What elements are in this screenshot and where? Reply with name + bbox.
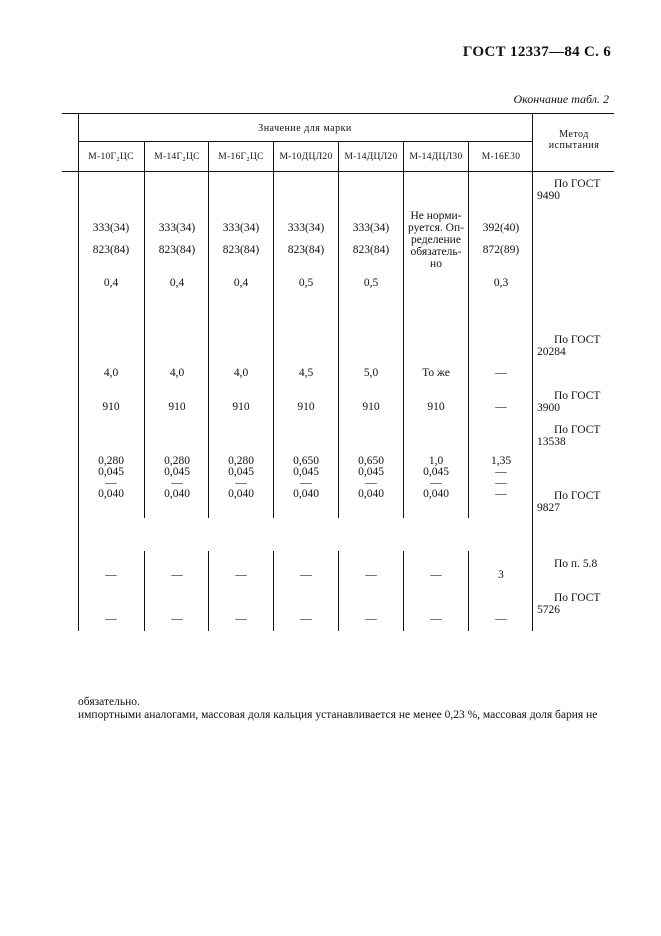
table-cell: 0,650 — [358, 455, 384, 467]
table-cell: — — [495, 401, 507, 413]
group-header-rule — [78, 141, 532, 142]
table-cell: 872(89) — [482, 244, 520, 256]
table-cell: 333(34) — [158, 222, 196, 234]
method-header: Метод испытания — [548, 129, 600, 151]
table-cell: — — [495, 613, 507, 625]
table-cell: 5,0 — [363, 367, 379, 379]
table-cell: — — [300, 613, 312, 625]
table-cell: 0,045 — [98, 466, 124, 478]
footnote-line: обязательно. — [78, 696, 140, 708]
table-cell: 910 — [427, 401, 445, 413]
table-cell: 0,4 — [169, 277, 185, 289]
table-cell: 0,040 — [98, 488, 124, 500]
table-cell: — — [235, 613, 247, 625]
table-cell: 0,4 — [103, 277, 119, 289]
table-cell: 910 — [168, 401, 186, 413]
table-cell: 392(40) — [482, 222, 520, 234]
table-cell: 0,280 — [228, 455, 254, 467]
table-cell: 910 — [102, 401, 120, 413]
table-cell: — — [300, 477, 312, 489]
method-cell: По ГОСТ 5726 — [537, 592, 601, 616]
table-cell: — — [235, 477, 247, 489]
table-cell: — — [430, 477, 442, 489]
table-cell: — — [300, 569, 312, 581]
table-cell: 910 — [232, 401, 250, 413]
method-cell: По п. 5.8 — [554, 558, 598, 570]
table-cell: 823(84) — [158, 244, 196, 256]
table-cell: 0,4 — [233, 277, 249, 289]
table-cell: 0,3 — [493, 277, 509, 289]
table-cell: — — [105, 569, 117, 581]
table-cell: 0,650 — [293, 455, 319, 467]
method-cell: По ГОСТ 9827 — [537, 490, 601, 514]
table-cell: 910 — [297, 401, 315, 413]
table-cell: 0,040 — [293, 488, 319, 500]
table-cell: 0,280 — [98, 455, 124, 467]
table-cell: 823(84) — [92, 244, 130, 256]
table-cell: — — [171, 569, 183, 581]
table-cell: — — [235, 569, 247, 581]
table-cell: 4,5 — [298, 367, 314, 379]
method-cell: По ГОСТ 20284 — [537, 334, 601, 358]
table-cell: — — [365, 569, 377, 581]
table-cell: 3 — [498, 569, 504, 581]
table-cell: — — [430, 569, 442, 581]
table-continuation-label: Окончание табл. 2 — [513, 92, 609, 106]
table-cell: 0,045 — [164, 466, 190, 478]
method-cell: По ГОСТ 3900 — [537, 390, 601, 414]
column-header: М-10ДЦЛ20 — [279, 152, 333, 162]
column-header: М-16Г₂ЦС — [218, 152, 264, 162]
table-cell: — — [171, 477, 183, 489]
column-header: М-10Г₂ЦС — [88, 152, 134, 162]
table-cell: 910 — [362, 401, 380, 413]
table-cell: 4,0 — [103, 367, 119, 379]
table-cell: 1,35 — [490, 455, 512, 467]
page-header: ГОСТ 12337—84 С. 6 — [462, 44, 611, 60]
table-cell: То же — [422, 367, 450, 379]
table-cell: 0,280 — [164, 455, 190, 467]
table-cell: 4,0 — [169, 367, 185, 379]
column-header: М-14Г₂ЦС — [154, 152, 200, 162]
table-cell: — — [430, 613, 442, 625]
table-cell: 0,045 — [423, 466, 449, 478]
table-cell: 0,040 — [164, 488, 190, 500]
group-header: Значение для марки — [258, 123, 352, 134]
table-cell: 0,5 — [363, 277, 379, 289]
table-cell: 4,0 — [233, 367, 249, 379]
table-cell: 333(34) — [287, 222, 325, 234]
table-cell: — — [495, 488, 507, 500]
table-cell: — — [171, 613, 183, 625]
table-cell: 0,040 — [228, 488, 254, 500]
column-header: М-14ДЦЛ20 — [344, 152, 398, 162]
footnote-line: импортными аналогами, массовая доля кальция устанавливается не менее 0,23 %, массовая доля бария не — [78, 709, 598, 721]
table-cell: — — [365, 477, 377, 489]
method-cell: По ГОСТ 9490 — [537, 178, 601, 202]
table-cell: 0,045 — [358, 466, 384, 478]
table-cell: 0,5 — [298, 277, 314, 289]
table-cell: — — [105, 477, 117, 489]
table-cell: 0,040 — [423, 488, 449, 500]
table-note: Не норми- руется. Оп- ределение обязатель- но — [408, 210, 464, 270]
table-cell: 0,040 — [358, 488, 384, 500]
table-cell: 823(84) — [222, 244, 260, 256]
table-cell: — — [495, 466, 507, 478]
table-cell: 823(84) — [287, 244, 325, 256]
column-header: М-16Е30 — [481, 152, 521, 162]
table-cell: 823(84) — [352, 244, 390, 256]
table-cell: — — [105, 613, 117, 625]
table-cell: — — [495, 477, 507, 489]
table-cell: 1,0 — [428, 455, 444, 467]
table-cell: — — [365, 613, 377, 625]
table-cell: 333(34) — [352, 222, 390, 234]
column-header: М-14ДЦЛ30 — [409, 152, 463, 162]
table-cell: 0,045 — [228, 466, 254, 478]
table-cell: 0,045 — [293, 466, 319, 478]
method-cell: По ГОСТ 13538 — [537, 424, 601, 448]
table-cell: — — [495, 367, 507, 379]
table-cell: 333(34) — [92, 222, 130, 234]
table-cell: 333(34) — [222, 222, 260, 234]
